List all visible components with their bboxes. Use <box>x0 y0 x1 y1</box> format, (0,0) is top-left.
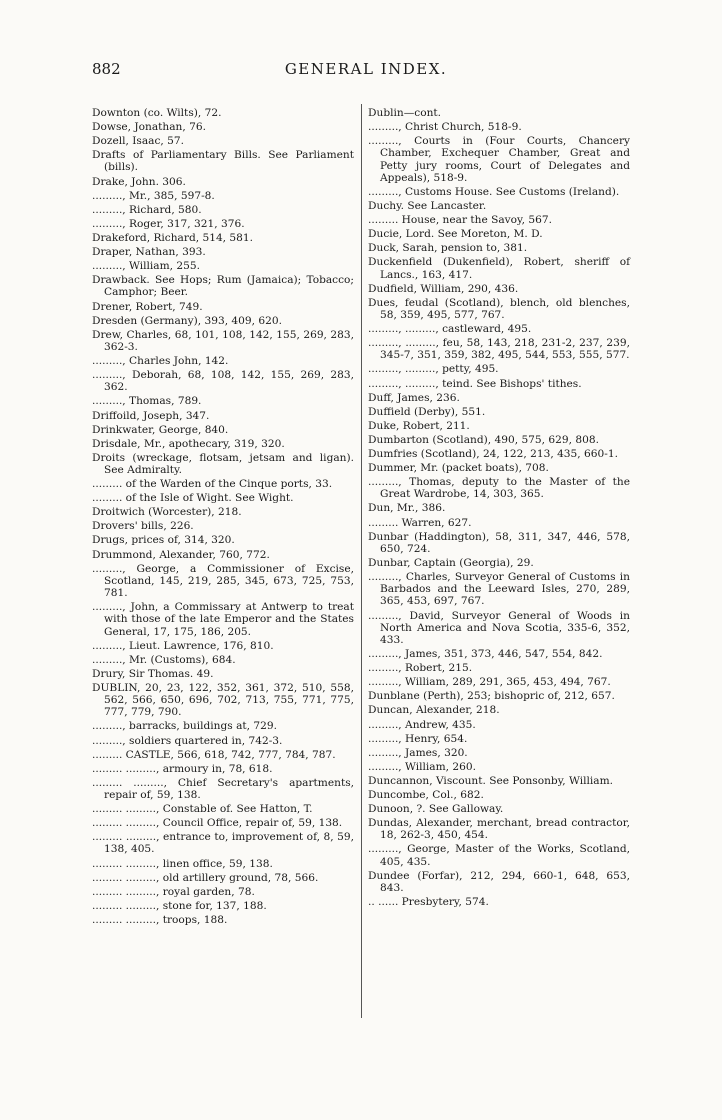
index-entry: ........., Andrew, 435. <box>368 718 476 731</box>
index-entry: ........., James, 351, 373, 446, 547, 554, 842. <box>368 648 603 661</box>
index-entry: ........., Charles John, 142. <box>92 355 229 368</box>
index-entry: Dudfield, William, 290, 436. <box>368 282 519 295</box>
index-entry: ........., Thomas, deputy to the Master of the Great Wardrobe, 14, 303, 365. <box>368 476 630 501</box>
index-entry: Dummer, Mr. (packet boats), 708. <box>368 462 549 475</box>
index-entry: ........., John, a Commissary at Antwerp to treat with those of the late Emperor and the States General, 17, 175, 186, 205. <box>92 601 354 638</box>
index-entry: ......... CASTLE, 566, 618, 742, 777, 784, 787. <box>92 748 336 761</box>
index-entry: Draper, Nathan, 393. <box>92 246 206 259</box>
index-entry: Dunbar, Captain (Georgia), 29. <box>368 556 534 569</box>
index-entry: ........., Mr., 385, 597-8. <box>92 189 215 202</box>
index-entry: Droitwich (Worcester), 218. <box>92 506 242 519</box>
index-entry: Dozell, Isaac, 57. <box>92 135 185 148</box>
index-entry: ......... ........., old artillery ground, 78, 566. <box>92 871 319 884</box>
index-entry: Drisdale, Mr., apothecary, 319, 320. <box>92 437 285 450</box>
index-entry: Duchy. See Lancaster. <box>368 199 487 212</box>
index-entry: ......... ........., linen office, 59, 138. <box>92 857 273 870</box>
index-entry: ........., William, 260. <box>368 760 476 773</box>
index-entry: ........., David, Surveyor General of Woods in North America and Nova Scotia, 335-6, 352, 433. <box>368 609 630 646</box>
index-entry: Droits (wreckage, flotsam, jetsam and ligan). See Admiralty. <box>92 451 354 476</box>
index-entry: ......... Warren, 627. <box>368 516 472 529</box>
index-entry: ........., Robert, 215. <box>368 662 473 675</box>
index-entry: Dues, feudal (Scotland), blench, old blenches, 58, 359, 495, 577, 767. <box>368 296 630 321</box>
index-entry: Drummond, Alexander, 760, 772. <box>92 548 270 561</box>
index-entry: Drury, Sir Thomas. 49. <box>92 667 214 680</box>
index-entry: ........., William, 255. <box>92 260 200 273</box>
index-entry: ........., Roger, 317, 321, 376. <box>92 217 245 230</box>
index-entry: .. ...... Presbytery, 574. <box>368 896 489 909</box>
index-entry: Drugs, prices of, 314, 320. <box>92 534 235 547</box>
index-entry: Dunblane (Perth), 253; bishopric of, 212, 657. <box>368 690 615 703</box>
index-entry: ........., ........., castleward, 495. <box>368 323 532 336</box>
index-entry: Dublin—cont. <box>368 107 442 119</box>
index-entry: Duck, Sarah, pension to, 381. <box>368 242 528 255</box>
index-entry: Dumbarton (Scotland), 490, 575, 629, 808. <box>368 433 599 446</box>
index-entry: Duke, Robert, 211. <box>368 419 470 432</box>
index-column-left <box>92 107 354 928</box>
index-entry: Dunoon, ?. See Galloway. <box>368 803 504 816</box>
index-entry: Drener, Robert, 749. <box>92 300 203 313</box>
index-entry: Duncannon, Viscount. See Ponsonby, William. <box>368 774 613 787</box>
index-entry: ......... House, near the Savoy, 567. <box>368 214 552 227</box>
index-entry: ......... of the Isle of Wight. See Wight. <box>92 492 294 505</box>
index-entry: Dun, Mr., 386. <box>368 502 446 515</box>
index-entry: ........., ........., feu, 58, 143, 218, 231-2, 237, 239, 345-7, 351, 359, 382, 495, 544, 553, 555, 577. <box>368 337 630 362</box>
index-entry: Dresden (Germany), 393, 409, 620. <box>92 314 282 327</box>
index-entry: Drew, Charles, 68, 101, 108, 142, 155, 269, 283, 362-3. <box>92 328 354 353</box>
index-entry: ........., George, a Commissioner of Excise, Scotland, 145, 219, 285, 345, 673, 725, 753, 781. <box>92 562 354 600</box>
index-entry: Drakeford, Richard, 514, 581. <box>92 231 254 244</box>
index-entry: Drinkwater, George, 840. <box>92 423 229 436</box>
index-entry: Driffoild, Joseph, 347. <box>92 409 210 422</box>
index-entry: Dunbar (Haddington), 58, 311, 347, 446, 578, 650, 724. <box>368 530 630 555</box>
index-entry: ......... ........., armoury in, 78, 618. <box>92 762 273 775</box>
index-entry: Duncan, Alexander, 218. <box>368 704 500 717</box>
index-entry: ........., Courts in (Four Courts, Chancery Chamber, Exchequer Chamber, Great and Petty jury rooms, Court of Delegates and Appeals), 518-9. <box>368 135 630 184</box>
index-entry: Drawback. See Hops; Rum (Jamaica); Tobacco; Camphor; Beer. <box>92 274 354 299</box>
index-entry: ........., ........., petty, 495. <box>368 363 499 376</box>
index-entry: Dundee (Forfar), 212, 294, 660-1, 648, 653, 843. <box>368 869 630 894</box>
index-entry: ......... ........., stone for, 137, 188. <box>92 899 267 912</box>
index-entry: Duffield (Derby), 551. <box>368 405 486 418</box>
index-entry: Duff, James, 236. <box>368 391 460 404</box>
index-entry: Ducie, Lord. See Moreton, M. D. <box>368 228 543 241</box>
index-entry: Dundas, Alexander, merchant, bread contractor, 18, 262-3, 450, 454. <box>368 817 630 842</box>
index-entry: ........., soldiers quartered in, 742-3. <box>92 734 283 747</box>
index-entry: ........., barracks, buildings at, 729. <box>92 720 277 733</box>
page-title: GENERAL INDEX. <box>284 60 448 78</box>
index-entry: ........., George, Master of the Works, Scotland, 405, 435. <box>368 843 630 868</box>
column-divider <box>361 104 362 1018</box>
index-entry: ........., Richard, 580. <box>92 203 202 216</box>
index-entry: ........., Thomas, 789. <box>92 395 202 408</box>
index-entry: ......... of the Warden of the Cinque ports, 33. <box>92 478 333 491</box>
page-number: 882 <box>92 60 121 78</box>
index-entry: Dowse, Jonathan, 76. <box>92 121 206 134</box>
index-entry: Drafts of Parliamentary Bills. See Parliament (bills). <box>92 149 354 174</box>
index-entry: Downton (co. Wilts), 72. <box>92 107 222 119</box>
index-entry: ......... ........., Council Office, repair of, 59, 138. <box>92 817 343 830</box>
index-entry: DUBLIN, 20, 23, 122, 352, 361, 372, 510, 558, 562, 566, 650, 696, 702, 713, 755, 771, 775, 777, 779, 790. <box>92 681 354 719</box>
index-entry: Drake, John. 306. <box>92 175 186 188</box>
index-entry: ........., Henry, 654. <box>368 732 468 745</box>
index-entry: ........., William, 289, 291, 365, 453, 494, 767. <box>368 676 611 689</box>
index-entry: ........., Customs House. See Customs (Ireland). <box>368 185 620 198</box>
index-entry: ........., James, 320. <box>368 746 468 759</box>
index-entry: ......... ........., royal garden, 78. <box>92 885 255 898</box>
index-entry: ........., Charles, Surveyor General of Customs in Barbados and the Leeward Isles, 270, 289, 365, 453, 697, 767. <box>368 571 630 608</box>
index-column-right <box>368 107 630 910</box>
index-entry: ......... ........., Constable of. See Hatton, T. <box>92 803 313 816</box>
index-entry: Dumfries (Scotland), 24, 122, 213, 435, 660-1. <box>368 448 618 460</box>
index-entry: ........., Lieut. Lawrence, 176, 810. <box>92 639 274 652</box>
index-entry: ........., Christ Church, 518-9. <box>368 121 522 134</box>
index-entry: ........., Deborah, 68, 108, 142, 155, 269, 283, 362. <box>92 369 354 394</box>
index-entry: ......... ........., troops, 188. <box>92 913 228 926</box>
index-entry: ........., ........., teind. See Bishops' tithes. <box>368 377 582 390</box>
index-entry: Drovers' bills, 226. <box>92 520 194 533</box>
index-entry: Duncombe, Col., 682. <box>368 789 484 801</box>
page-header <box>92 60 640 82</box>
index-entry: ......... ........., entrance to, improvement of, 8, 59, 138, 405. <box>92 831 354 856</box>
index-entry: ......... ........., Chief Secretary's apartments, repair of, 59, 138. <box>92 776 354 801</box>
index-entry: ........., Mr. (Customs), 684. <box>92 653 236 666</box>
index-entry: Duckenfield (Dukenfield), Robert, sheriff of Lancs., 163, 417. <box>368 256 630 281</box>
